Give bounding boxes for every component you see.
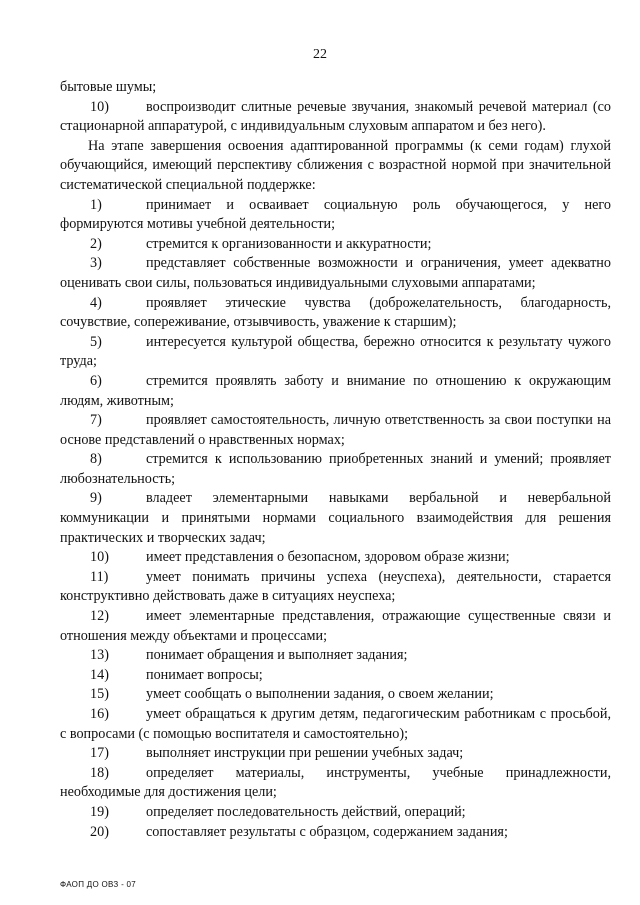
- list-item-number: 10): [90, 98, 109, 115]
- list-item-number: 20): [90, 823, 109, 840]
- list-item-number: 9): [90, 490, 102, 507]
- list-item-number: 4): [90, 294, 102, 311]
- list-item: [60, 411, 611, 450]
- list-item: [60, 98, 611, 137]
- list-item-text: сопоставляет результаты с образцом, содержанием задания;: [146, 823, 508, 840]
- list-item: [60, 548, 611, 568]
- list-item-text: выполняет инструкции при решении учебных задач;: [146, 745, 464, 762]
- list-item-number: 10): [90, 549, 109, 566]
- list-item-text: имеет представления о безопасном, здоровом образе жизни;: [146, 549, 510, 566]
- list-item: [60, 803, 611, 823]
- list-item: [60, 666, 611, 686]
- list-item: [60, 254, 611, 293]
- list-item-number: 16): [90, 706, 109, 722]
- list-item-number: 15): [90, 686, 109, 703]
- list-item-text: стремится к организованности и аккуратности;: [146, 235, 432, 252]
- list-item-text: стремится к использованию приобретенных знаний и умений; проявляет любознательность;: [60, 451, 611, 487]
- list-item: [60, 196, 611, 235]
- items-before-list: [60, 98, 611, 137]
- list-item: [60, 333, 611, 372]
- page-number: 22: [313, 47, 327, 62]
- list-item-text: имеет элементарные представления, отражающие существенные связи и отношения между объектами и процессами;: [60, 608, 611, 644]
- list-item-text: владеет элементарными навыками вербальной и невербальной коммуникации и принятыми нормами социального взаимодействия для решения практических и творческих задач;: [60, 490, 611, 546]
- list-item-number: 11): [90, 568, 109, 585]
- list-item-number: 13): [90, 647, 109, 664]
- list-item: [60, 646, 611, 666]
- list-item-text: понимает обращения и выполняет задания;: [146, 647, 408, 664]
- list-item-text: проявляет этические чувства (доброжелательность, благодарность, сочувствие, сопереживание, отзывчивость, уважение к старшим);: [60, 294, 611, 331]
- footer-code: ФАОП ДО ОВЗ - 07: [60, 880, 137, 889]
- list-item-text: понимает вопросы;: [146, 666, 263, 683]
- list-item: [60, 235, 611, 255]
- list-item-number: 12): [90, 608, 109, 625]
- list-item: [60, 685, 611, 705]
- list-item-number: 19): [90, 803, 109, 820]
- list-item: [60, 744, 611, 764]
- list-item: [60, 823, 611, 843]
- list-item: [60, 607, 611, 646]
- list-item-text: проявляет самостоятельность, личную ответственность за свои поступки на основе представлений о нравственных нормах;: [60, 412, 611, 448]
- list-item-number: 8): [90, 451, 102, 468]
- list-item-number: 7): [90, 412, 102, 429]
- list-item-number: 6): [90, 372, 102, 389]
- list-item-number: 18): [90, 764, 109, 781]
- list-item-text: интересуется культурой общества, бережно относится к результату чужого труда;: [60, 333, 611, 370]
- list-item-number: 1): [90, 196, 102, 213]
- list-item-number: 2): [90, 235, 102, 252]
- list-item-text: умеет сообщать о выполнении задания, о своем желании;: [146, 686, 494, 703]
- list-item: [60, 705, 611, 744]
- list-item-text: умеет понимать причины успеха (неуспеха), деятельности, старается конструктивно действовать даже в ситуациях неуспеха;: [60, 568, 611, 605]
- list-item: [60, 450, 611, 489]
- list-item: [60, 294, 611, 333]
- list-item-number: 3): [90, 255, 102, 272]
- list-item: [60, 489, 611, 548]
- document-body: [60, 78, 611, 842]
- list-item-text: определяет материалы, инструменты, учебные принадлежности, необходимые для достижения цели;: [60, 764, 611, 801]
- lead-line: бытовые шумы;: [60, 79, 157, 95]
- list-item-number: 5): [90, 333, 102, 350]
- list-item-text: представляет собственные возможности и ограничения, умеет адекватно оценивать свои силы, пользоваться индивидуальными слуховыми аппаратами;: [60, 255, 611, 291]
- list-item-text: умеет обращаться к другим детям, педагогическим работникам с просьбой, с вопросами (с помощью воспитателя и самостоятельно);: [60, 706, 611, 742]
- list-item: [60, 764, 611, 803]
- list-item-number: 17): [90, 745, 109, 762]
- list-item: [60, 372, 611, 411]
- list-item-text: принимает и осваивает социальную роль обучающегося, у него формируются мотивы учебной деятельности;: [60, 196, 611, 233]
- list-item-number: 14): [90, 666, 109, 683]
- list-item-text: стремится проявлять заботу и внимание по отношению к окружающим людям, животным;: [60, 372, 611, 409]
- outcomes-list: [60, 196, 611, 843]
- list-item-text: воспроизводит слитные речевые звучания, знакомый речевой материал (со стационарной аппаратурой, с индивидуальным слуховым аппаратом и без него).: [60, 98, 611, 135]
- list-item-text: определяет последовательность действий, операций;: [146, 803, 466, 820]
- intro-paragraph: На этапе завершения освоения адаптированной программы (к семи годам) глухой обучающийся, имеющий перспективу сближения с возрастной нормой при значительной систематической специальной поддержке:: [60, 137, 611, 193]
- list-item: [60, 568, 611, 607]
